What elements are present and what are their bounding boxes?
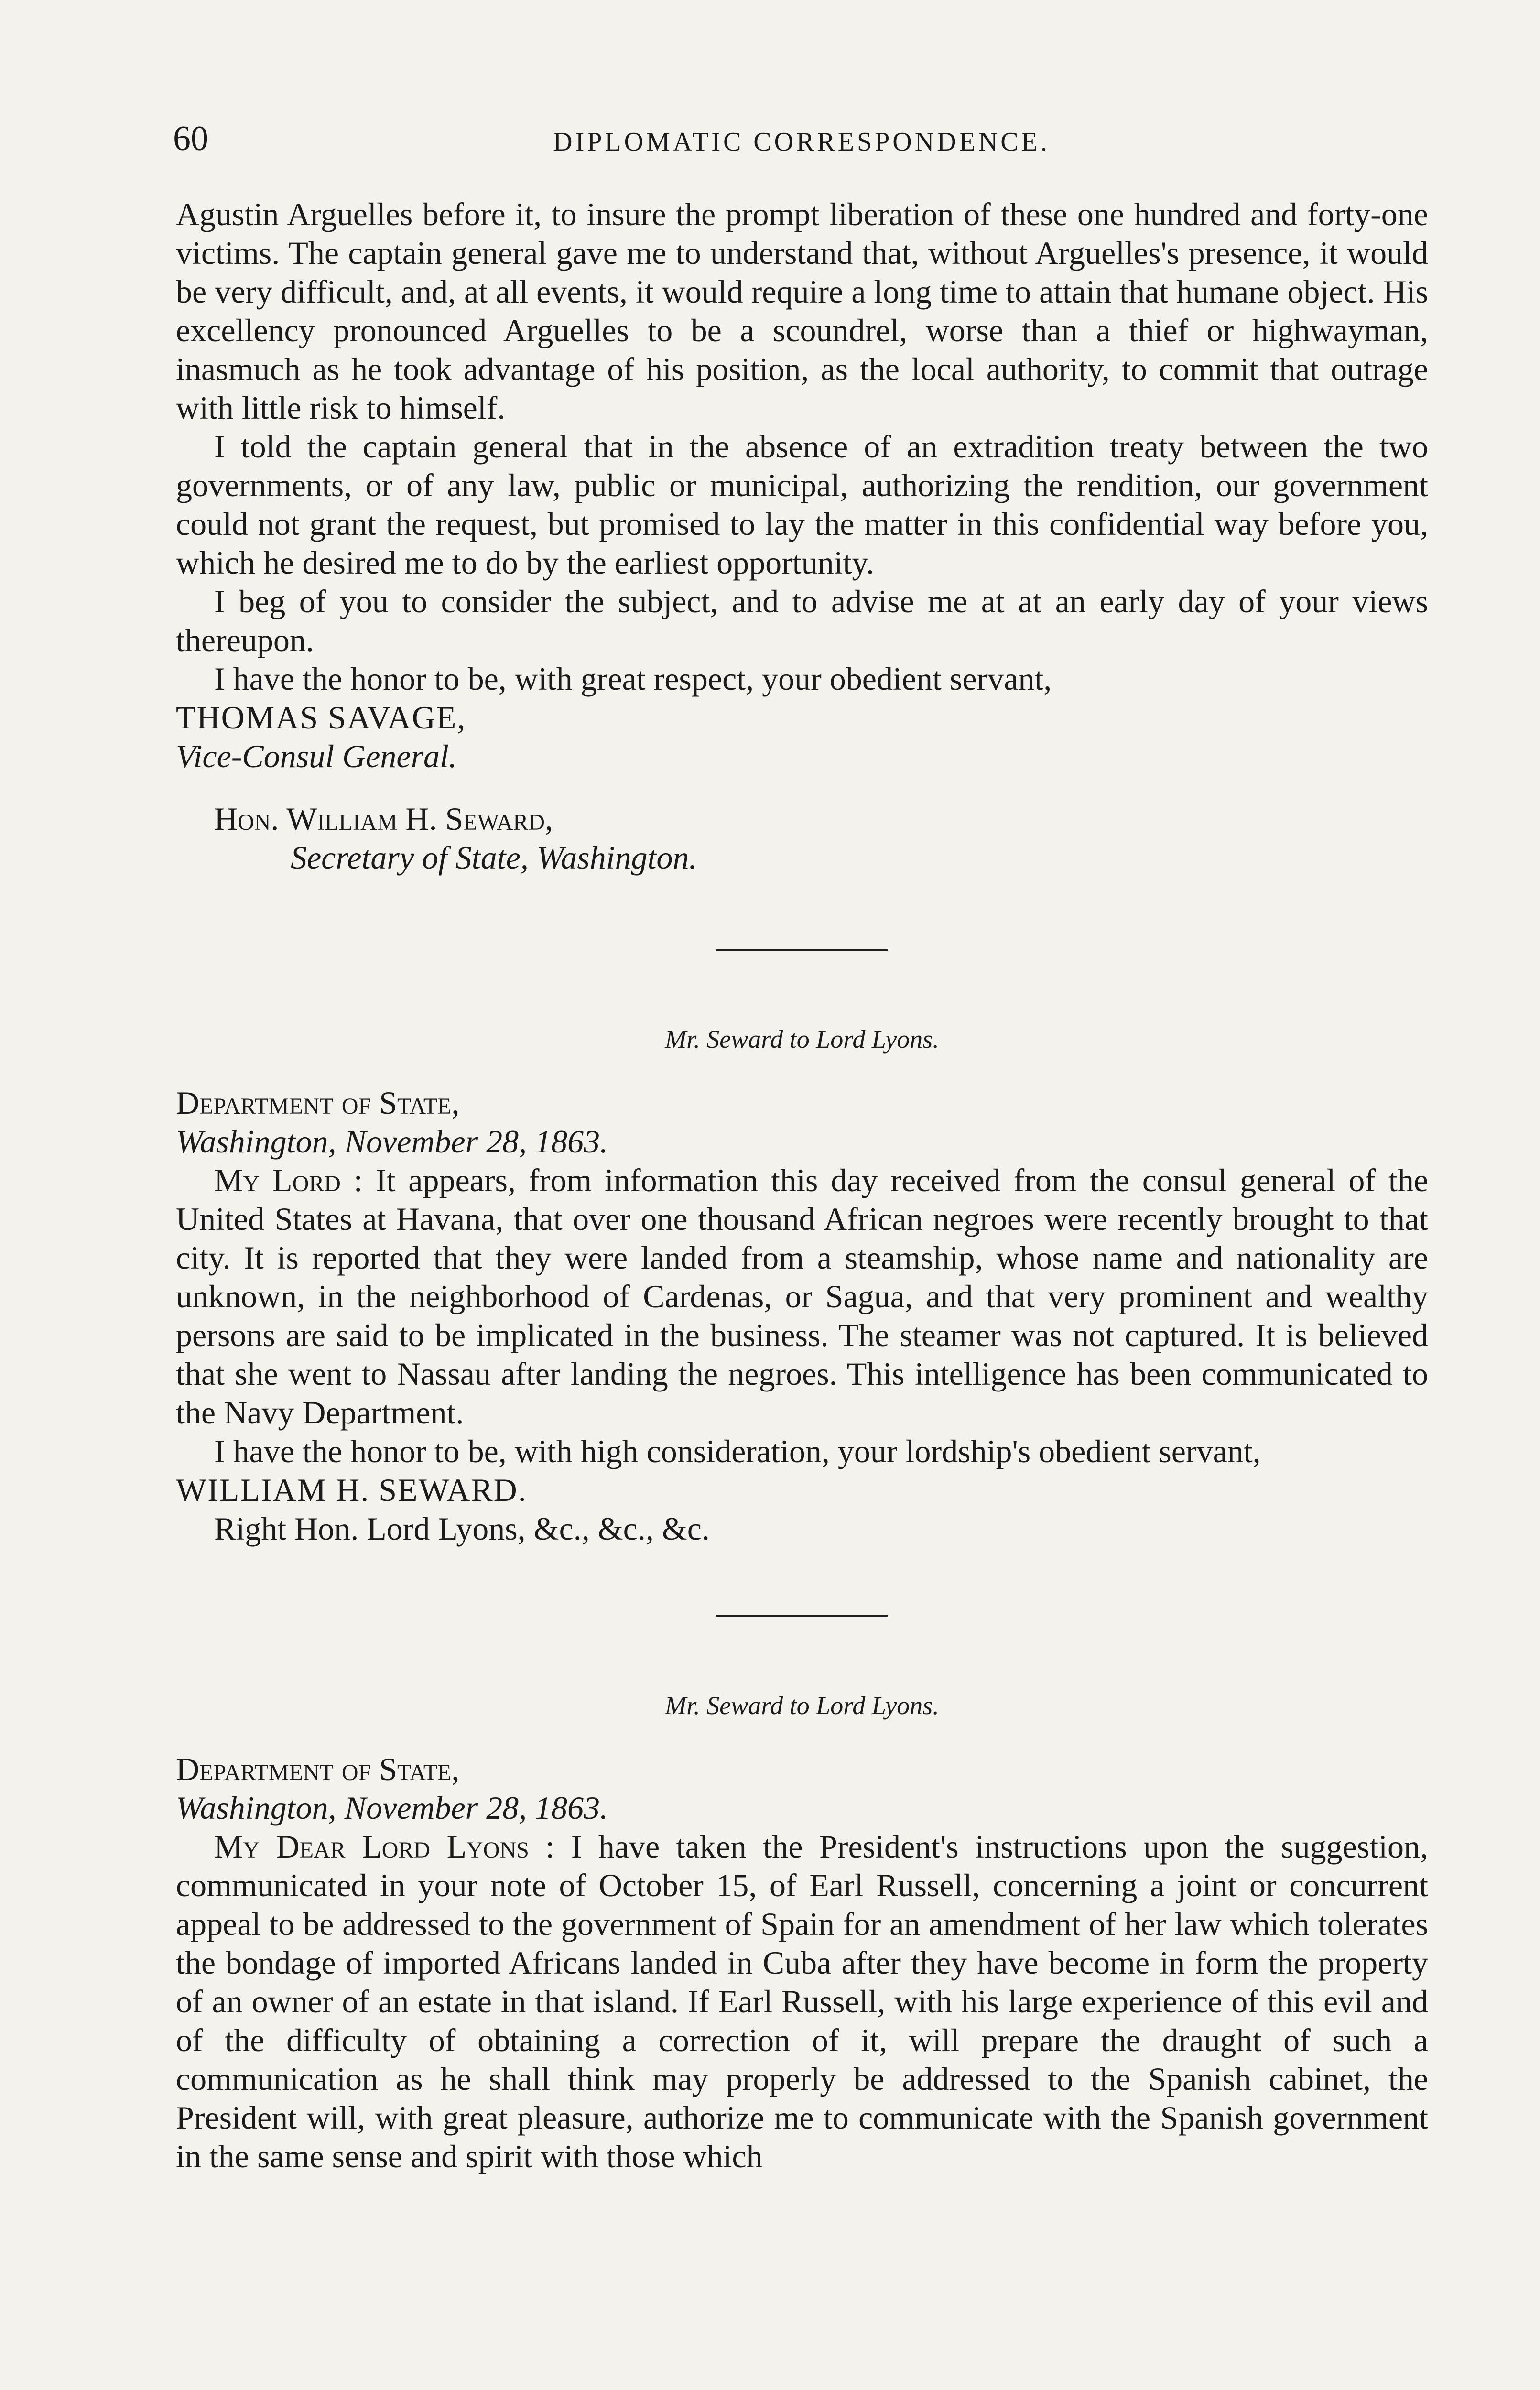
letter2-dateline-place: Washington, November 28, 1863.	[176, 1123, 608, 1160]
letter-savage-continuation	[176, 195, 1428, 877]
letter2-signature-name: WILLIAM H. SEWARD.	[176, 1472, 527, 1508]
letter2-title: Mr. Seward to Lord Lyons.	[665, 1025, 939, 1054]
section-divider-1	[716, 949, 888, 951]
letter1-paragraph-1: Agustin Arguelles before it, to insure the prompt liberation of these one hundred and forty-one victims. The captain general gave me to understand that, without Arguelles's presence, it would be very difficult, and, at all events, it would require a long time to attain that humane object. His excellency pronounced Arguelles to be a scoundrel, worse than a thief or highwayman, inasmuch as he took advantage of his position, as the local authority, to commit that outrage with little risk to himself.	[176, 196, 1428, 426]
letter-seward-lyons-2	[176, 1689, 1428, 2176]
letter2-paragraph-1	[176, 1161, 1428, 1432]
letter2-addressee: Right Hon. Lord Lyons, &c., &c., &c.	[214, 1510, 710, 1547]
letter2-salutation: My Lord :	[214, 1162, 363, 1198]
letter1-signature-name: THOMAS SAVAGE,	[176, 699, 466, 736]
letter1-addressee-name	[214, 800, 1428, 838]
letter3-paragraph-1-text: I have taken the President's instructions upon the suggestion, communicated in your note of October 15, of Earl Russell, concerning a joint or concurrent appeal to be addressed to the government of Spain for an amendment of her law which tolerates the bondage of imported Africans landed in Cuba after they have become in form the property of an owner of an estate in that island. If Earl Russell, with his large experience of this evil and of the difficulty of obtaining a correction of it, will prepare the draught of such a communication as he shall think may properly be addressed to the Spanish cabinet, the President will, with great pleasure, authorize me to communicate with the Spanish government in the same sense and spirit with those which	[176, 1828, 1429, 2174]
letter1-signature-title: Vice-Consul General.	[176, 738, 457, 774]
page-body	[176, 195, 1428, 2176]
letter3-salutation: My Dear Lord Lyons :	[214, 1828, 555, 1865]
letter3-paragraph-1	[176, 1827, 1428, 2176]
letter1-paragraph-3: I beg of you to consider the subject, and to advise me at at an early day of your views thereupon.	[176, 583, 1428, 658]
letter2-paragraph-1-text: It appears, from information this day received from the consul general of the United States at Havana, that over one thousand African negroes were recently brought to that city. It is reported that they were landed from a steamship, whose name and nationality are unknown, in the neighborhood of Cardenas, or Sagua, and that very prominent and wealthy persons are said to be implicated in the business. The steamer was not captured. It is believed that she went to Nassau after landing the negroes. This intelligence has been communicated to the Navy Department.	[176, 1162, 1429, 1431]
letter2-dateline-department: Department of State,	[176, 1085, 460, 1121]
letter1-addressee-name-text: Hon. William H. Seward,	[214, 801, 553, 837]
letter3-title: Mr. Seward to Lord Lyons.	[665, 1691, 939, 1720]
letter1-paragraph-2: I told the captain general that in the absence of an extradition treaty between the two governments, or of any law, public or municipal, authorizing the rendition, our government could not grant the request, but promised to lay the matter in this confidential way before you, which he desired me to do by the earliest opportunity.	[176, 428, 1428, 581]
letter3-dateline-department: Department of State,	[176, 1751, 460, 1787]
letter-seward-lyons-1	[176, 1022, 1428, 1548]
letter2-closing: I have the honor to be, with high consideration, your lordship's obedient servant,	[214, 1433, 1261, 1469]
running-head: DIPLOMATIC CORRESPONDENCE.	[553, 127, 1050, 157]
section-divider-2	[716, 1615, 888, 1617]
letter3-dateline-place: Washington, November 28, 1863.	[176, 1790, 608, 1826]
letter1-addressee-title: Secretary of State, Washington.	[291, 839, 697, 876]
page-number: 60	[173, 119, 208, 158]
letter1-closing: I have the honor to be, with great respect, your obedient servant,	[214, 661, 1052, 697]
page-header	[173, 111, 1430, 163]
